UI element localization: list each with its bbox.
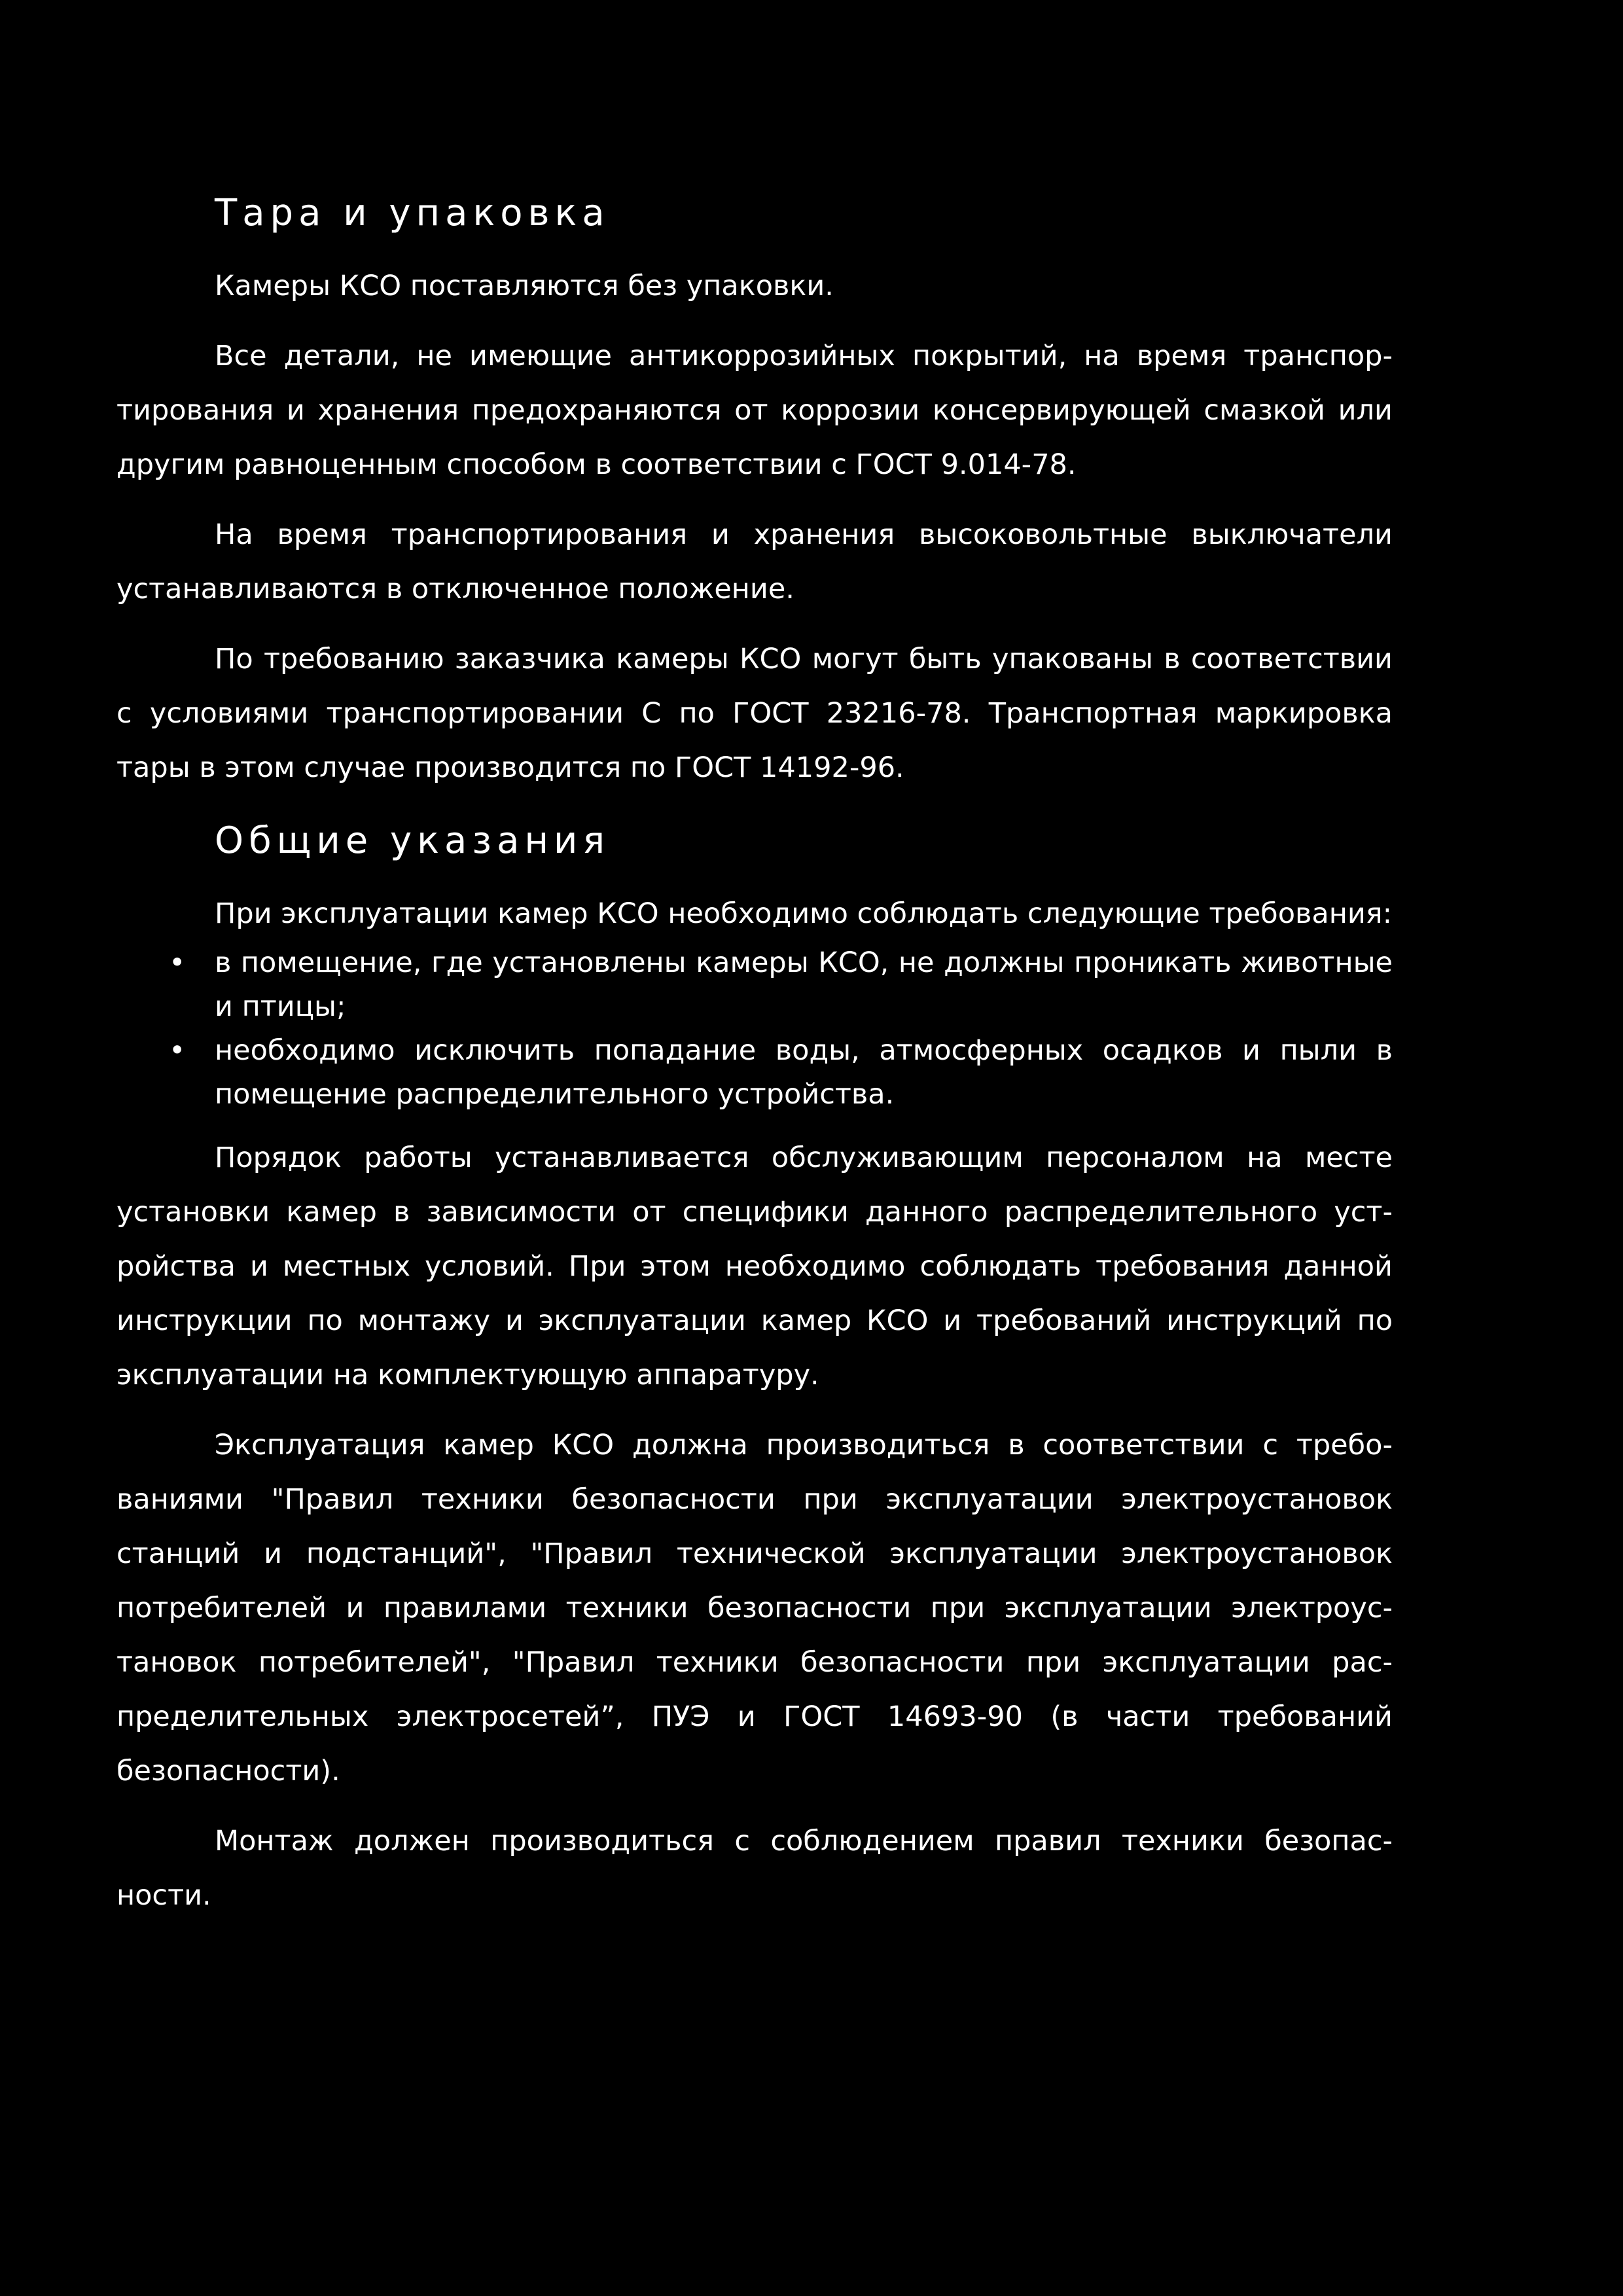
list-item-text: в помещение, где установлены камеры КСО, не должны проникать животные и птицы; (215, 946, 1393, 1023)
paragraph-packaging-2: Все детали, не имеющие антикоррозийных покрытий, на время транспортирования и хранения предохраняются от коррозии консервирующей смазкой или другим равноценным способом в соответствии с ГОСТ 9.014-78. (116, 340, 1393, 481)
paragraph-general-3: Монтаж должен производиться с соблюдением правил техники безопасности. (116, 1825, 1393, 1912)
paragraph-general-2: Эксплуатация камер КСО должна производиться в соответствии с требованиями "Правил техники безопасности при эксплуатации электроустановок станций и подстанций", "Правил технической эксплуатации электроустановок потребителей и правилами техники безопасности при эксплуатации электроустановок потребителей", "Правил техники безопасности при эксплуатации распределительных электросетей”, ПУЭ и ГОСТ 14693-90 (в части требований безопасности). (116, 1429, 1393, 1787)
list-item-text: необходимо исключить попадание воды, атмосферных осадков и пыли в помещение распределительного устройства. (215, 1034, 1393, 1111)
spacer (116, 314, 1393, 329)
section-title-general: Общие указания (215, 819, 611, 862)
spacer (116, 872, 1393, 887)
list-item (116, 941, 1393, 1029)
spacer (116, 1799, 1393, 1814)
spacer (116, 617, 1393, 632)
paragraph-general-1: Порядок работы устанавливается обслуживающим персоналом на месте установки камер в зависимости от специфики данного распределительного устройства и местных условий. При этом необходимо соблюдать требования данной инструкции по монтажу и эксплуатации камер КСО и требований инструкций по эксплуатации на комплектующую аппаратуру. (116, 1141, 1393, 1391)
paragraph-packaging-3: На время транспортирования и хранения высоковольтные выключатели устанавливаются в отключенное положение. (116, 518, 1393, 605)
bullet-icon: • (169, 1034, 186, 1067)
requirements-list (116, 941, 1393, 1117)
spacer (116, 492, 1393, 508)
section-title-packaging: Тара и упаковка (215, 192, 610, 234)
spacer (116, 1403, 1393, 1418)
spacer (116, 245, 1393, 259)
paragraph-packaging-1: Камеры КСО поставляются без упаковки. (215, 270, 834, 302)
spacer (116, 1117, 1393, 1131)
list-item (116, 1029, 1393, 1117)
bullet-icon: • (169, 946, 186, 979)
paragraph-general-intro: При эксплуатации камер КСО необходимо соблюдать следующие требования: (215, 897, 1393, 930)
document-page (116, 182, 1393, 1923)
spacer (116, 795, 1393, 810)
paragraph-packaging-4: По требованию заказчика камеры КСО могут быть упакованы в соответствии с условиями транспортировании С по ГОСТ 23216-78. Транспортная маркировка тары в этом случае производится по ГОСТ 14192-96. (116, 643, 1393, 784)
